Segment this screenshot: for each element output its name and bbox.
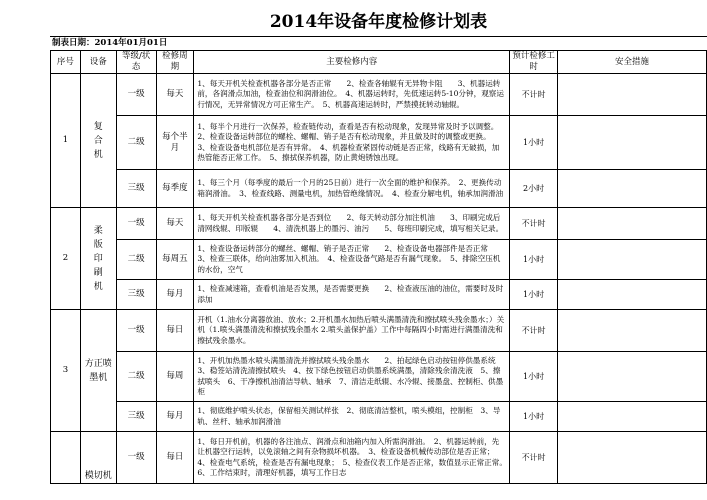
hours-cell: 不计时 bbox=[510, 74, 558, 116]
seq-cell bbox=[51, 432, 81, 484]
table-row bbox=[51, 310, 707, 352]
table-row bbox=[51, 208, 707, 240]
device-name: 方正喷墨机 bbox=[84, 358, 112, 383]
device-cell bbox=[80, 208, 116, 310]
period-cell: 每个半月 bbox=[156, 116, 194, 170]
hours-cell: 1小时 bbox=[510, 116, 558, 170]
table-row bbox=[51, 280, 707, 310]
content-cell: 1、检查设备运转部分的螺丝、螺帽、销子是否正常 2、检查设备电器部件是否正常 3、检查三联体，给向油雾加入机油。 4、检查设备气路是否有漏气现象。 5、排除空压机的水份，空气 bbox=[194, 240, 510, 280]
safety-cell bbox=[557, 208, 706, 240]
period-cell: 每月 bbox=[156, 280, 194, 310]
device-cell bbox=[80, 74, 116, 208]
level-cell: 二级 bbox=[116, 116, 156, 170]
table-row bbox=[51, 74, 707, 116]
hours-cell: 1小时 bbox=[510, 240, 558, 280]
seq-cell: 2 bbox=[51, 208, 81, 310]
period-cell: 每日 bbox=[156, 310, 194, 352]
seq-cell: 1 bbox=[51, 74, 81, 208]
content-cell: 1、彻底维护喷头状态，保留相关测试样张 2、彻底清洁整机，喷头模组，控制柜 3、导轨、丝杆、轴承加润滑油 bbox=[194, 402, 510, 432]
hours-cell: 不计时 bbox=[510, 310, 558, 352]
maintenance-plan-table bbox=[50, 50, 707, 484]
table-row bbox=[51, 116, 707, 170]
period-cell: 每周 bbox=[156, 352, 194, 402]
hours-cell: 不计时 bbox=[510, 208, 558, 240]
date-line: 制表日期：2014年01月01日 bbox=[52, 38, 168, 48]
safety-cell bbox=[557, 240, 706, 280]
header-level: 等级/状态 bbox=[116, 51, 156, 74]
safety-cell bbox=[557, 310, 706, 352]
safety-cell bbox=[557, 280, 706, 310]
period-cell: 每季度 bbox=[156, 170, 194, 208]
header-seq: 序号 bbox=[51, 51, 81, 74]
content-cell: 1、每天开机关检查机器各部分是否正常 2、检查各轴辊有无异物卡阻 3、机器运转前，各润滑点加油，检查油位和润滑油位。 4、机器运转时，先低速运转5-10分钟，观察运行情况，无异常情况方可正常生产。 5、机器高速运转时，严禁摸抚转动轴辊。 bbox=[194, 74, 510, 116]
content-cell: 1、检查减速箱，查看机油是否发黑，是否需要更换 2、检查液压油的油位，需要时及时添加 bbox=[194, 280, 510, 310]
level-cell: 一级 bbox=[116, 74, 156, 116]
period-cell: 每天 bbox=[156, 208, 194, 240]
device-name: 复合机 bbox=[93, 121, 103, 160]
header-period: 检修周期 bbox=[156, 51, 194, 74]
period-cell: 每周五 bbox=[156, 240, 194, 280]
table-row bbox=[51, 170, 707, 208]
safety-cell bbox=[557, 170, 706, 208]
header-content: 主要检修内容 bbox=[194, 51, 510, 74]
content-cell: 1、每三个月（每季度的最后一个月的25日前）进行一次全面的维护和保养。 2、更换传动箱润滑油。 3、检查线路、测量电机，加热管绝缘情况。 4、检查分解电机，轴承加润滑油 bbox=[194, 170, 510, 208]
table-row bbox=[51, 402, 707, 432]
device-cell bbox=[80, 432, 116, 484]
header-row bbox=[51, 51, 707, 74]
table-row bbox=[51, 432, 707, 484]
hours-cell: 不计时 bbox=[510, 432, 558, 484]
level-cell: 三级 bbox=[116, 280, 156, 310]
seq-cell: 3 bbox=[51, 310, 81, 432]
level-cell: 三级 bbox=[116, 402, 156, 432]
level-cell: 一级 bbox=[116, 432, 156, 484]
level-cell: 三级 bbox=[116, 170, 156, 208]
content-cell: 开机（1.油水分离器放油、放水；2.开机墨水加热后喷头满墨清洗和擦拭喷头残余墨水；）关机（1.喷头满墨清洗和擦拭残余墨水 2.喷头盖保护盖）工作中每隔四小时需进行满墨清洗和擦拭残余墨水。 bbox=[194, 310, 510, 352]
period-cell: 每日 bbox=[156, 432, 194, 484]
level-cell: 二级 bbox=[116, 352, 156, 402]
header-hours: 预计检修工时 bbox=[510, 51, 558, 74]
safety-cell bbox=[557, 432, 706, 484]
content-cell: 1、开机加热墨水喷头满墨清洗并擦拭喷头残余墨水 2、拍起绿色启动按钮停供墨系统 3、稳签站清洗清擦拭喷头 4、按下绿色按钮启动供墨系统满墨，清除残余清洗液 5、擦拭喷头 6、干净擦机油清洁导轨、轴承 7、清洁走纸辊、水冷辊、接墨盘、控制柜、供墨柜 bbox=[194, 352, 510, 402]
safety-cell bbox=[557, 402, 706, 432]
period-cell: 每天 bbox=[156, 74, 194, 116]
table-row bbox=[51, 240, 707, 280]
content-cell: 1、每天开机关检查机器各部分是否到位 2、每天转动部分加注机油 3、印刷完成后清网线辊、印版辊 4、清洗机器上的墨污、油污 5、每班印刷完成，填写相关记录。 bbox=[194, 208, 510, 240]
safety-cell bbox=[557, 74, 706, 116]
header-device: 设备 bbox=[80, 51, 116, 74]
sheet-title: 2014年设备年度检修计划表 bbox=[50, 8, 707, 37]
content-cell: 1、每半个月进行一次保养，检查链传动，查看是否有松动现象，发现异常及时予以调整。 2、检查设备运转部位的螺栓、螺帽、销子是否有松动现象，并且做及时的调整或更换。 3、检查设备电机部位是否有异常。 4、机器检查紧固传动链是否正常，线路有无破损，加热管能否正常工作。 5、擦拭保养机器，防止黄炮锈蚀出现。 bbox=[194, 116, 510, 170]
hours-cell: 2小时 bbox=[510, 170, 558, 208]
hours-cell: 1小时 bbox=[510, 280, 558, 310]
content-cell: 1、每日开机前，机器的各注油点、润滑点和油箱内加入所需润滑油。 2、机器运转前，先让机器空行运转，以免滚轴之间有杂物损坏机器。 3、检查设备机械传动部位是否正常； 4、检查电气系统，检查是否有漏电现象； 5、检查仪表工作是否正常，数值显示正常正常。 6、工作结束时，清理好机器，填写工作日志 bbox=[194, 432, 510, 484]
header-safety: 安全措施 bbox=[557, 51, 706, 74]
device-cell bbox=[80, 310, 116, 432]
period-cell: 每月 bbox=[156, 402, 194, 432]
safety-cell bbox=[557, 116, 706, 170]
device-name: 柔版印刷机 bbox=[93, 225, 103, 292]
level-cell: 二级 bbox=[116, 240, 156, 280]
hours-cell: 1小时 bbox=[510, 352, 558, 402]
hours-cell: 1小时 bbox=[510, 402, 558, 432]
safety-cell bbox=[557, 352, 706, 402]
device-name: 模切机 bbox=[84, 471, 112, 481]
table-row bbox=[51, 352, 707, 402]
level-cell: 一级 bbox=[116, 208, 156, 240]
level-cell: 一级 bbox=[116, 310, 156, 352]
